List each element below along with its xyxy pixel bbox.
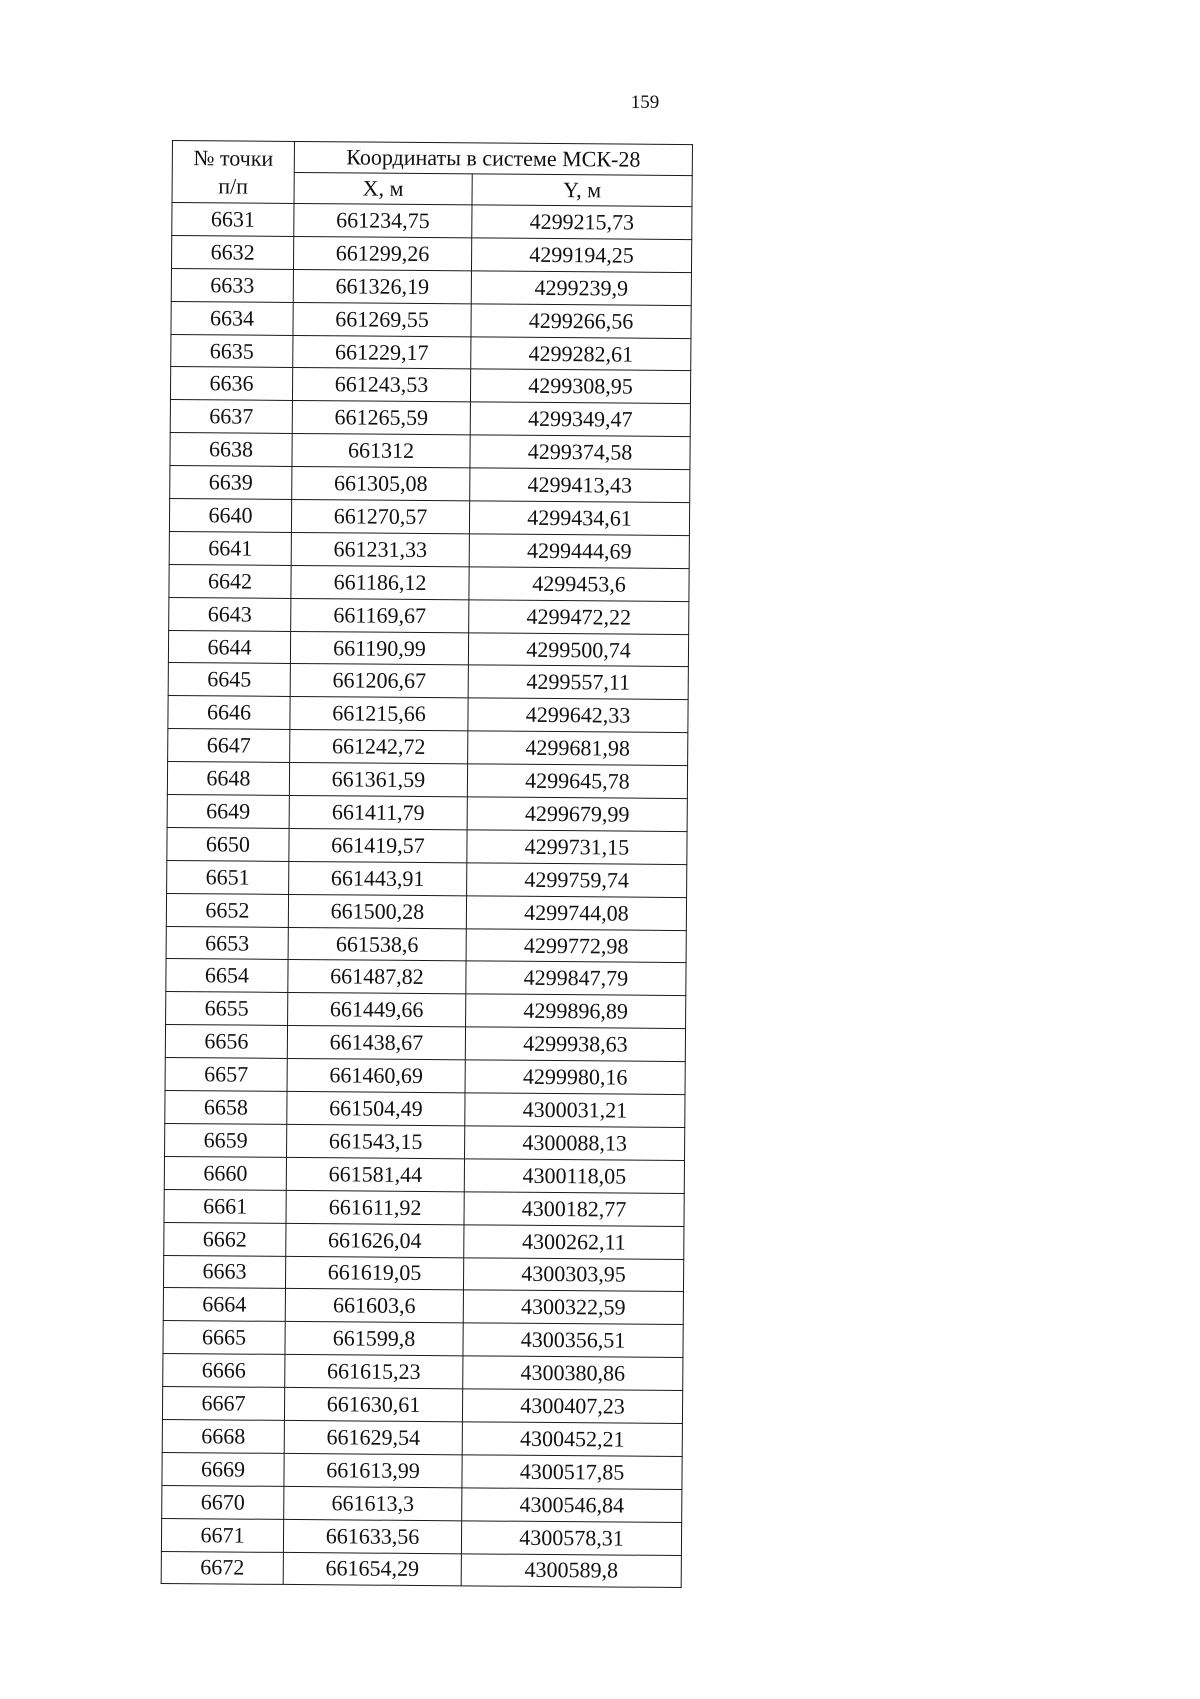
x-coordinate-cell: 661265,59 (292, 401, 470, 435)
x-coordinate-cell: 661500,28 (288, 894, 466, 928)
point-number-cell: 6649 (167, 795, 289, 829)
point-number-cell: 6660 (164, 1156, 286, 1190)
x-coordinate-cell: 661243,53 (292, 368, 470, 402)
y-coordinate-cell: 4299374,58 (470, 435, 690, 470)
point-number-cell: 6651 (167, 860, 289, 894)
x-coordinate-cell: 661543,15 (287, 1124, 465, 1158)
x-coordinate-cell: 661190,99 (290, 631, 468, 665)
table-row (163, 1321, 683, 1358)
y-coordinate-cell: 4300303,95 (463, 1257, 683, 1292)
y-coordinate-cell: 4299759,74 (467, 863, 687, 898)
point-number-cell: 6659 (165, 1123, 287, 1157)
y-coordinate-cell: 4299413,43 (470, 468, 690, 503)
point-number-cell: 6663 (163, 1255, 285, 1289)
table-row (165, 1058, 685, 1095)
coordinate-system-header: Координаты в системе МСК-28 (294, 141, 692, 175)
x-coordinate-cell: 661630,61 (284, 1387, 462, 1421)
x-column-header: X, м (294, 172, 472, 204)
y-coordinate-cell: 4300118,05 (464, 1159, 684, 1194)
table-row (170, 433, 690, 470)
x-coordinate-cell: 661305,08 (292, 467, 470, 501)
point-number-cell: 6633 (171, 268, 293, 302)
x-coordinate-cell: 661242,72 (290, 730, 468, 764)
point-number-cell: 6638 (170, 433, 292, 467)
table-row (163, 1255, 683, 1292)
coordinates-table (161, 140, 693, 1588)
point-number-cell: 6672 (161, 1551, 283, 1585)
x-coordinate-cell: 661619,05 (285, 1256, 463, 1290)
x-coordinate-cell: 661361,59 (289, 763, 467, 797)
x-coordinate-cell: 661460,69 (287, 1059, 465, 1093)
table-row (162, 1485, 682, 1522)
y-coordinate-cell: 4299349,47 (470, 402, 690, 437)
table-row (164, 1156, 684, 1193)
point-number-cell: 6656 (165, 1025, 287, 1059)
point-number-cell: 6644 (168, 630, 290, 664)
y-coordinate-cell: 4299500,74 (468, 632, 688, 667)
x-coordinate-cell: 661603,6 (285, 1289, 463, 1323)
y-column-header: Y, м (472, 174, 692, 207)
point-number-cell: 6670 (162, 1485, 284, 1519)
table-row (171, 268, 691, 305)
x-coordinate-cell: 661443,91 (289, 861, 467, 895)
table-row (168, 729, 688, 766)
table-row (162, 1452, 682, 1489)
table-row (170, 400, 690, 437)
table-row (169, 531, 689, 568)
y-coordinate-cell: 4300262,11 (464, 1224, 684, 1259)
x-coordinate-cell: 661312 (292, 434, 470, 468)
table-row (168, 630, 688, 667)
y-coordinate-cell: 4299282,61 (471, 336, 691, 371)
y-coordinate-cell: 4300407,23 (462, 1389, 682, 1424)
y-coordinate-cell: 4300380,86 (463, 1356, 683, 1391)
point-number-cell: 6661 (164, 1189, 286, 1223)
point-number-cell: 6647 (168, 729, 290, 763)
point-number-cell: 6640 (169, 499, 291, 533)
table-header (172, 141, 692, 207)
table-row (170, 466, 690, 503)
table-row (172, 203, 692, 240)
y-coordinate-cell: 4299557,11 (468, 665, 688, 700)
point-number-cell: 6667 (162, 1387, 284, 1421)
y-coordinate-cell: 4300322,59 (463, 1290, 683, 1325)
table-row (171, 334, 691, 371)
x-coordinate-cell: 661538,6 (288, 927, 466, 961)
point-number-cell: 6642 (169, 564, 291, 598)
y-coordinate-cell: 4299472,22 (469, 600, 689, 635)
y-coordinate-cell: 4300517,85 (462, 1455, 682, 1490)
point-number-cell: 6643 (169, 597, 291, 631)
x-coordinate-cell: 661231,33 (291, 532, 469, 566)
point-number-cell: 6654 (166, 959, 288, 993)
table-row (163, 1288, 683, 1325)
x-coordinate-cell: 661270,57 (291, 499, 469, 533)
x-coordinate-cell: 661629,54 (284, 1420, 462, 1454)
x-coordinate-cell: 661326,19 (293, 269, 471, 303)
point-number-cell: 6653 (166, 926, 288, 960)
point-number-cell: 6648 (167, 762, 289, 796)
table-row (166, 893, 686, 930)
y-coordinate-cell: 4299896,89 (466, 994, 686, 1029)
point-number-cell: 6657 (165, 1058, 287, 1092)
table-row (165, 1123, 685, 1160)
x-coordinate-cell: 661215,66 (290, 697, 468, 731)
point-number-cell: 6631 (172, 203, 294, 237)
x-coordinate-cell: 661229,17 (293, 335, 471, 369)
y-coordinate-cell: 4300578,31 (461, 1520, 681, 1555)
x-coordinate-cell: 661186,12 (291, 565, 469, 599)
point-number-cell: 6646 (168, 696, 290, 730)
table-row (171, 301, 691, 338)
table-row (169, 564, 689, 601)
table-row (169, 499, 689, 536)
x-coordinate-cell: 661419,57 (289, 828, 467, 862)
point-number-cell: 6645 (168, 663, 290, 697)
x-coordinate-cell: 661654,29 (283, 1552, 461, 1586)
point-number-cell: 6636 (170, 367, 292, 401)
y-coordinate-cell: 4299744,08 (466, 896, 686, 931)
y-coordinate-cell: 4300452,21 (462, 1422, 682, 1457)
y-coordinate-cell: 4299308,95 (470, 369, 690, 404)
x-coordinate-cell: 661438,67 (287, 1026, 465, 1060)
point-number-cell: 6662 (164, 1222, 286, 1256)
table-row (166, 926, 686, 963)
x-coordinate-cell: 661613,99 (284, 1453, 462, 1487)
x-coordinate-cell: 661613,3 (284, 1486, 462, 1520)
x-coordinate-cell: 661411,79 (289, 795, 467, 829)
table-row (168, 663, 688, 700)
point-number-cell: 6652 (166, 893, 288, 927)
point-number-cell: 6650 (167, 827, 289, 861)
point-number-header (172, 141, 294, 204)
y-coordinate-cell: 4299266,56 (471, 304, 691, 339)
point-number-header-line1: № точки (193, 144, 274, 171)
x-coordinate-cell: 661581,44 (286, 1157, 464, 1191)
y-coordinate-cell: 4299642,33 (468, 698, 688, 733)
point-number-cell: 6632 (171, 235, 293, 269)
y-coordinate-cell: 4299731,15 (467, 830, 687, 865)
table-row (164, 1189, 684, 1226)
point-number-cell: 6666 (163, 1354, 285, 1388)
table-row (161, 1518, 681, 1555)
y-coordinate-cell: 4299681,98 (468, 731, 688, 766)
point-number-cell: 6655 (166, 992, 288, 1026)
page-number: 159 (630, 92, 660, 113)
point-number-cell: 6641 (169, 531, 291, 565)
y-coordinate-cell: 4300356,51 (463, 1323, 683, 1358)
table-row (167, 827, 687, 864)
y-coordinate-cell: 4299938,63 (465, 1027, 685, 1062)
point-number-cell: 6634 (171, 301, 293, 335)
point-number-cell: 6658 (165, 1091, 287, 1125)
point-number-cell: 6671 (161, 1518, 283, 1552)
table-row (171, 235, 691, 272)
header-row-1 (172, 141, 692, 176)
y-coordinate-cell: 4299239,9 (471, 271, 691, 306)
point-number-cell: 6637 (170, 400, 292, 434)
x-coordinate-cell: 661206,67 (290, 664, 468, 698)
table-row (162, 1387, 682, 1424)
point-number-cell: 6639 (170, 466, 292, 500)
table-row (170, 367, 690, 404)
x-coordinate-cell: 661169,67 (291, 598, 469, 632)
table-row (163, 1354, 683, 1391)
y-coordinate-cell: 4300546,84 (462, 1488, 682, 1523)
x-coordinate-cell: 661234,75 (294, 203, 472, 237)
y-coordinate-cell: 4299434,61 (469, 501, 689, 536)
y-coordinate-cell: 4300031,21 (465, 1093, 685, 1128)
table-row (168, 696, 688, 733)
y-coordinate-cell: 4299645,78 (467, 764, 687, 799)
x-coordinate-cell: 661599,8 (285, 1322, 463, 1356)
x-coordinate-cell: 661504,49 (287, 1091, 465, 1125)
table-row (166, 992, 686, 1029)
table-row (165, 1091, 685, 1128)
y-coordinate-cell: 4299215,73 (472, 205, 692, 240)
x-coordinate-cell: 661449,66 (288, 993, 466, 1027)
y-coordinate-cell: 4300088,13 (465, 1126, 685, 1161)
point-number-cell: 6664 (163, 1288, 285, 1322)
x-coordinate-cell: 661487,82 (288, 960, 466, 994)
x-coordinate-cell: 661269,55 (293, 302, 471, 336)
point-number-cell: 6668 (162, 1419, 284, 1453)
table-row (167, 795, 687, 832)
y-coordinate-cell: 4299980,16 (465, 1060, 685, 1095)
table-row (167, 762, 687, 799)
table-row (161, 1551, 681, 1588)
point-number-cell: 6669 (162, 1452, 284, 1486)
x-coordinate-cell: 661611,92 (286, 1190, 464, 1224)
x-coordinate-cell: 661633,56 (283, 1519, 461, 1553)
table-row (169, 597, 689, 634)
table-body (161, 203, 692, 1588)
x-coordinate-cell: 661299,26 (293, 236, 471, 270)
point-number-cell: 6665 (163, 1321, 285, 1355)
point-number-cell: 6635 (171, 334, 293, 368)
table-row (162, 1419, 682, 1456)
y-coordinate-cell: 4299453,6 (469, 567, 689, 602)
table-row (166, 959, 686, 996)
table-row (165, 1025, 685, 1062)
y-coordinate-cell: 4299194,25 (471, 238, 691, 273)
x-coordinate-cell: 661626,04 (286, 1223, 464, 1257)
y-coordinate-cell: 4299772,98 (466, 928, 686, 963)
point-number-header-line2: п/п (218, 172, 249, 199)
table-row (164, 1222, 684, 1259)
y-coordinate-cell: 4300589,8 (461, 1553, 681, 1588)
y-coordinate-cell: 4300182,77 (464, 1192, 684, 1227)
y-coordinate-cell: 4299679,99 (467, 797, 687, 832)
y-coordinate-cell: 4299847,79 (466, 961, 686, 996)
table-row (167, 860, 687, 897)
x-coordinate-cell: 661615,23 (285, 1355, 463, 1389)
y-coordinate-cell: 4299444,69 (469, 534, 689, 569)
